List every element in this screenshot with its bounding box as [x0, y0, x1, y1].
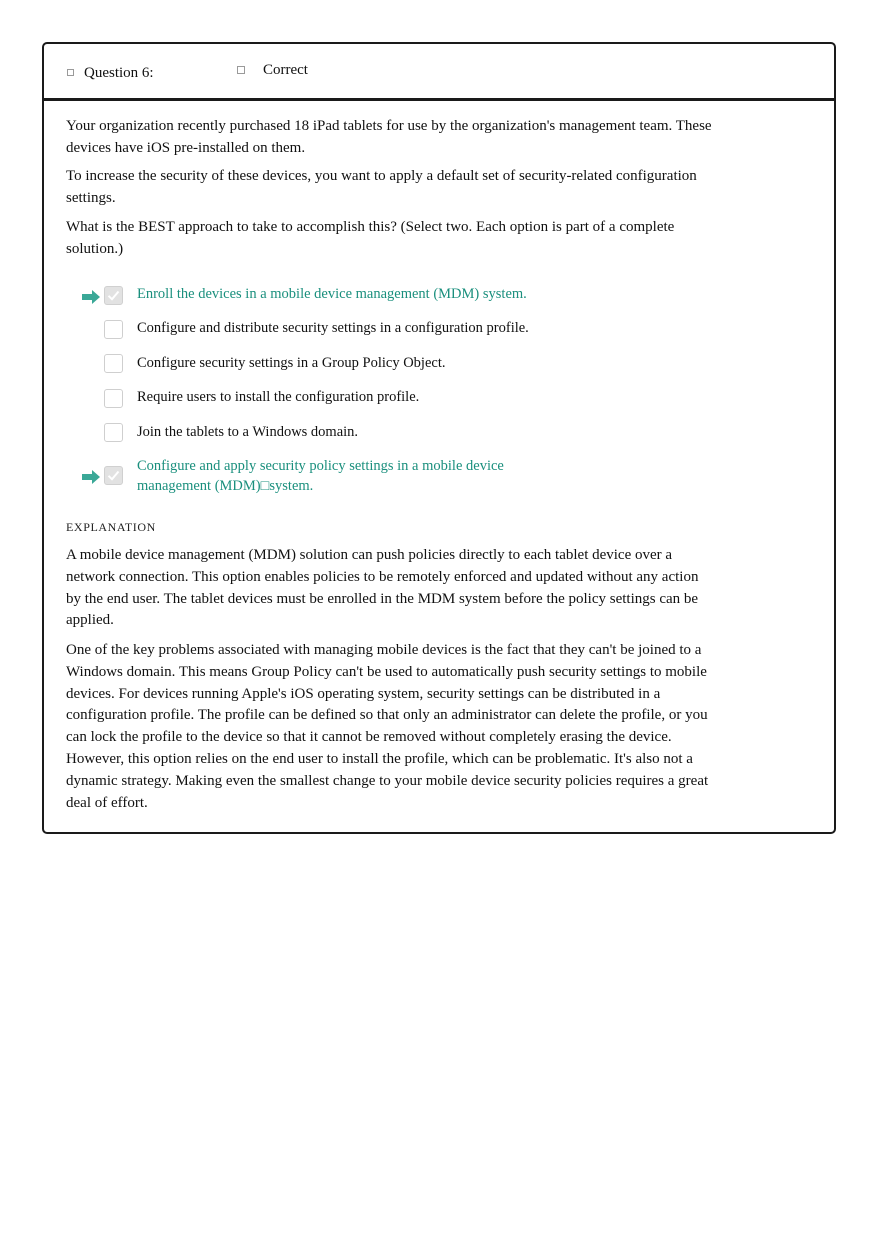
explanation-paragraph: A mobile device management (MDM) solution can push policies directly to each tablet device over a network connection. This option enables policies to be remotely enforced and updated without any action by the end user. The tablet devices must be enrolled in the MDM system before the policy settings can be applied.	[66, 547, 699, 629]
option-checkbox[interactable]	[104, 354, 123, 373]
question-paragraph: To increase the security of these devices, you want to apply a default set of security-related configuration settings.	[66, 168, 697, 206]
right-arrow-icon	[82, 290, 100, 304]
answer-option[interactable]	[44, 385, 834, 415]
option-label: Enroll the devices in a mobile device management (MDM) system.	[137, 286, 527, 302]
answer-option[interactable]	[44, 350, 834, 380]
option-checkbox[interactable]	[104, 320, 123, 339]
checkmark-icon	[107, 469, 120, 482]
question-header	[44, 44, 834, 101]
option-checkbox[interactable]	[104, 389, 123, 408]
option-label: Require users to install the configuration profile.	[137, 389, 420, 405]
explanation-heading: EXPLANATION	[66, 520, 156, 534]
status-marker-icon	[237, 66, 245, 74]
explanation-paragraph: One of the key problems associated with managing mobile devices is the fact that they can't be joined to a Windows domain. This means Group Policy can't be used to automatically push security settings to mobile devices. For devices running Apple's iOS operating system, security settings can be distributed in a configuration profile. The profile can be defined so that only an administrator can delete the profile, or you can lock the profile to the device so that it cannot be removed without completely erasing the device. However, this option relies on the end user to install the profile, which can be problematic. It's also not a dynamic strategy. Making even the smallest change to your mobile device security policies requires a great deal of effort.	[66, 642, 709, 811]
question-paragraph: Your organization recently purchased 18 iPad tablets for use by the organization's management team. These devices have iOS pre-installed on them.	[66, 118, 712, 156]
option-label: Configure and distribute security settings in a configuration profile.	[137, 320, 529, 336]
option-checkbox[interactable]	[104, 423, 123, 442]
option-checkbox[interactable]	[104, 466, 123, 485]
option-label: Configure and apply security policy settings in a mobile device management (MDM)□system.	[137, 458, 504, 494]
answer-option[interactable]	[44, 281, 834, 311]
question-card	[42, 42, 836, 834]
right-arrow-icon	[82, 470, 100, 484]
checkmark-icon	[107, 289, 120, 302]
question-number: Question 6:	[84, 65, 154, 81]
option-label: Join the tablets to a Windows domain.	[137, 424, 359, 440]
question-marker-icon	[67, 69, 74, 76]
answer-option[interactable]	[44, 316, 834, 346]
answer-option[interactable]	[44, 419, 834, 449]
answer-option[interactable]	[44, 454, 834, 498]
status-label: Correct	[263, 62, 308, 78]
option-checkbox[interactable]	[104, 286, 123, 305]
question-paragraph: What is the BEST approach to take to accomplish this? (Select two. Each option is part of a complete solution.)	[66, 219, 675, 257]
option-label: Configure security settings in a Group Policy Object.	[137, 355, 446, 371]
